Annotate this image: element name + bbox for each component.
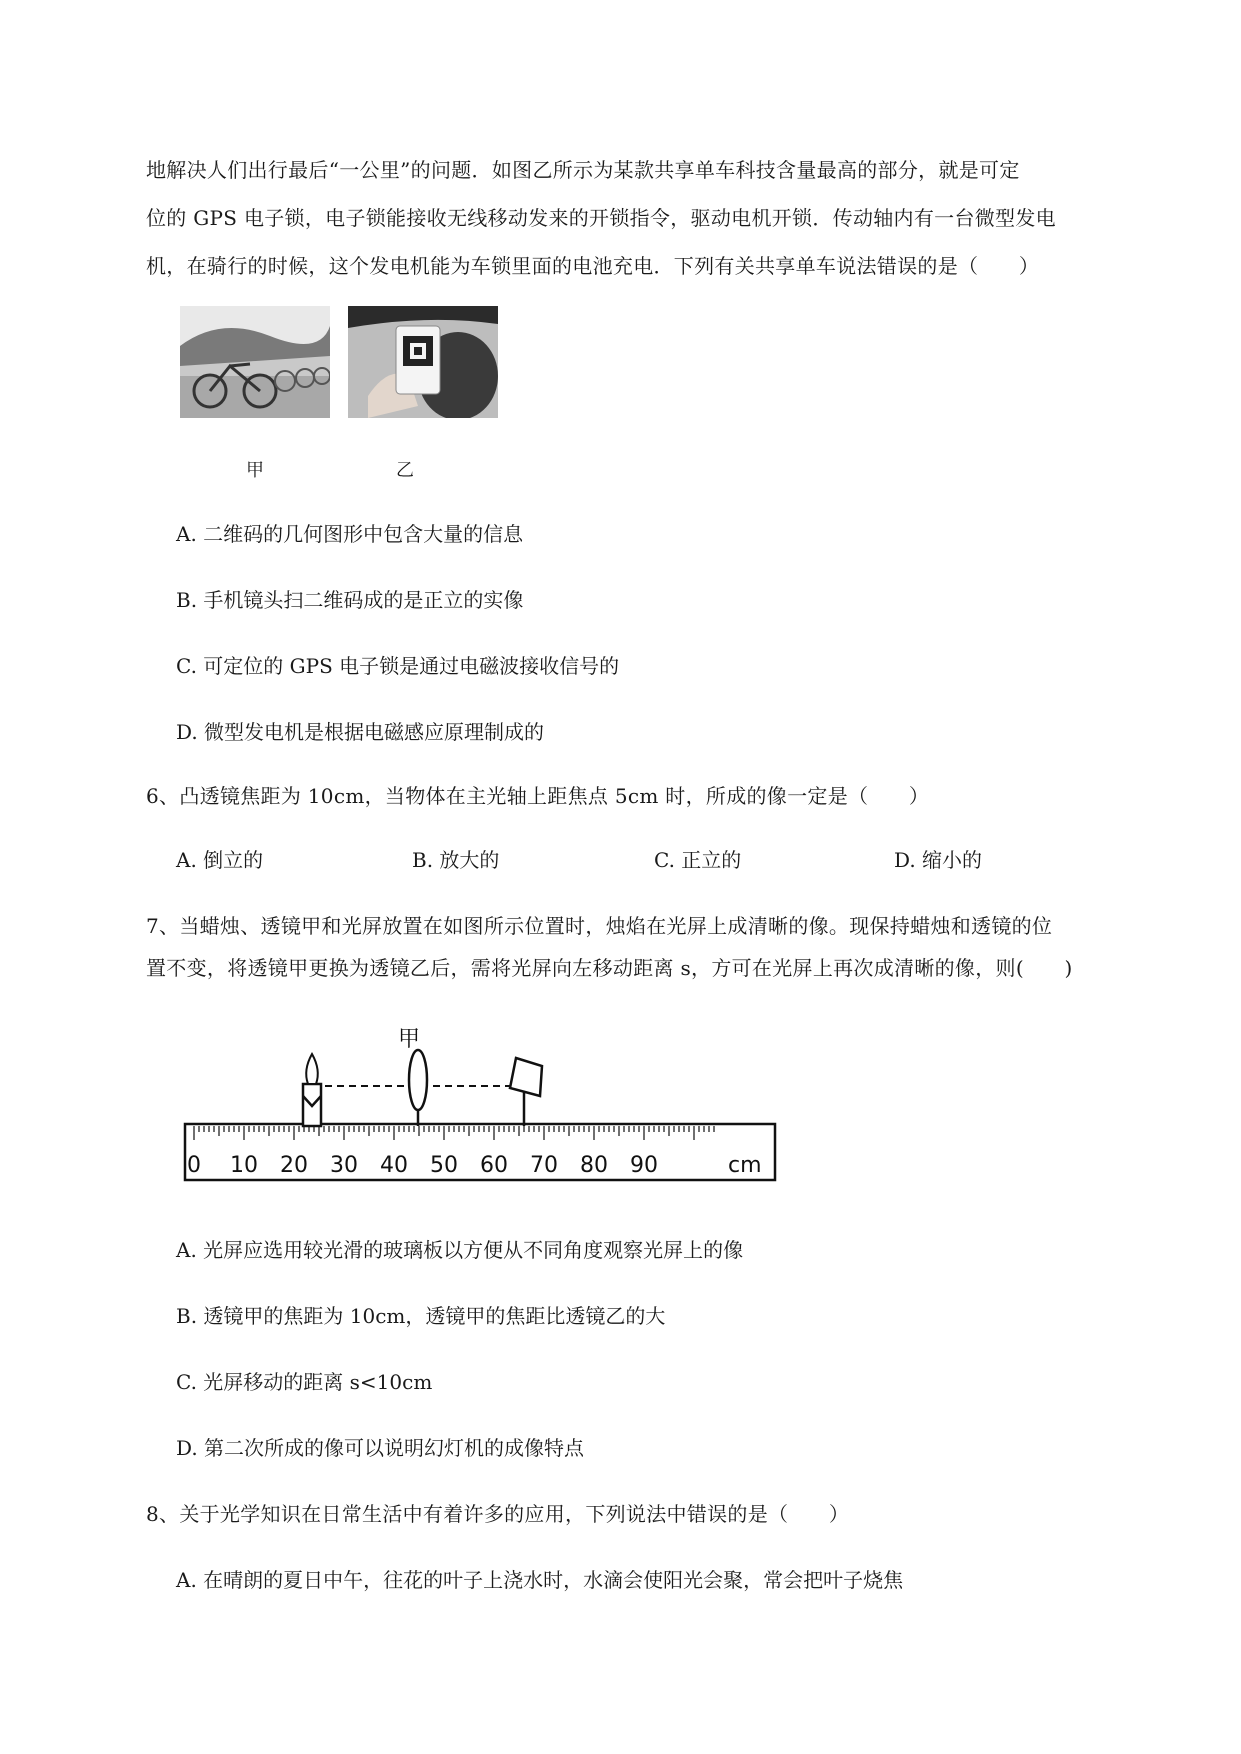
q6-option-d: D. 缩小的 [894,848,983,872]
q8-stem: 8、关于光学知识在日常生活中有着许多的应用，下列说法中错误的是（ ） [146,1502,850,1526]
ruler-tick-label: 60 [480,1153,508,1178]
q7-option-b: B. 透镜甲的焦距为 10cm，透镜甲的焦距比透镜乙的大 [176,1304,666,1328]
q6-option-a: A. 倒立的 [176,848,264,872]
q5-option-b: B. 手机镜头扫二维码成的是正立的实像 [176,588,524,612]
ruler-tick-label: 40 [380,1153,408,1178]
figure-caption-yi: 乙 [396,460,414,481]
ruler-unit-label: cm [728,1153,762,1178]
q7-stem-line-1: 7、当蜡烛、透镜甲和光屏放置在如图所示位置时，烛焰在光屏上成清晰的像。现保持蜡烛和透镜的位 [146,914,1053,938]
q6-option-b: B. 放大的 [412,848,500,872]
shared-bikes-photo [180,306,330,418]
q7-option-a: A. 光屏应选用较光滑的玻璃板以方便从不同角度观察光屏上的像 [176,1238,744,1262]
q7-option-c: C. 光屏移动的距离 s<10cm [176,1370,433,1394]
q8-option-a: A. 在晴朗的夏日中午，往花的叶子上浇水时，水滴会使阳光会聚，常会把叶子烧焦 [176,1568,904,1592]
lens-label-jia: 甲 [398,1027,421,1052]
light-screen-icon [510,1058,542,1126]
q5-option-a: A. 二维码的几何图形中包含大量的信息 [176,522,524,546]
ruler-tick-label: 20 [280,1153,308,1178]
ruler-tick-label: 80 [580,1153,608,1178]
phone-scanning-lock-photo [348,306,498,418]
ruler-tick-label: 50 [430,1153,458,1178]
intro-line-1: 地解决人们出行最后“一公里”的问题．如图乙所示为某款共享单车科技含量最高的部分，就是可定 [146,158,1020,182]
ruler-tick-label: 90 [630,1153,658,1178]
ruler-tick-label: 70 [530,1153,558,1178]
ruler-tick-label: 10 [230,1153,258,1178]
q5-option-d: D. 微型发电机是根据电磁感应原理制成的 [176,720,545,744]
ruler-tick-label: 0 [187,1153,201,1178]
intro-line-2: 位的 GPS 电子锁，电子锁能接收无线移动发来的开锁指令，驱动电机开锁．传动轴内有一台微型发电 [146,206,1056,230]
lens-icon [409,1050,427,1126]
optical-bench-figure [180,1026,786,1186]
q6-option-c: C. 正立的 [654,848,742,872]
figure-caption-jia: 甲 [246,460,264,481]
q5-option-c: C. 可定位的 GPS 电子锁是通过电磁波接收信号的 [176,654,620,678]
intro-line-3: 机，在骑行的时候，这个发电机能为车锁里面的电池充电．下列有关共享单车说法错误的是（ ） [146,254,1040,278]
candle-icon [303,1054,321,1126]
ruler-tick-label: 30 [330,1153,358,1178]
ruler [185,1124,775,1180]
q6-stem: 6、凸透镜焦距为 10cm，当物体在主光轴上距焦点 5cm 时，所成的像一定是（ ） [146,784,930,808]
q7-stem-line-2: 置不变，将透镜甲更换为透镜乙后，需将光屏向左移动距离 s，方可在光屏上再次成清晰的像，则( ) [146,956,1073,980]
q7-option-d: D. 第二次所成的像可以说明幻灯机的成像特点 [176,1436,585,1460]
